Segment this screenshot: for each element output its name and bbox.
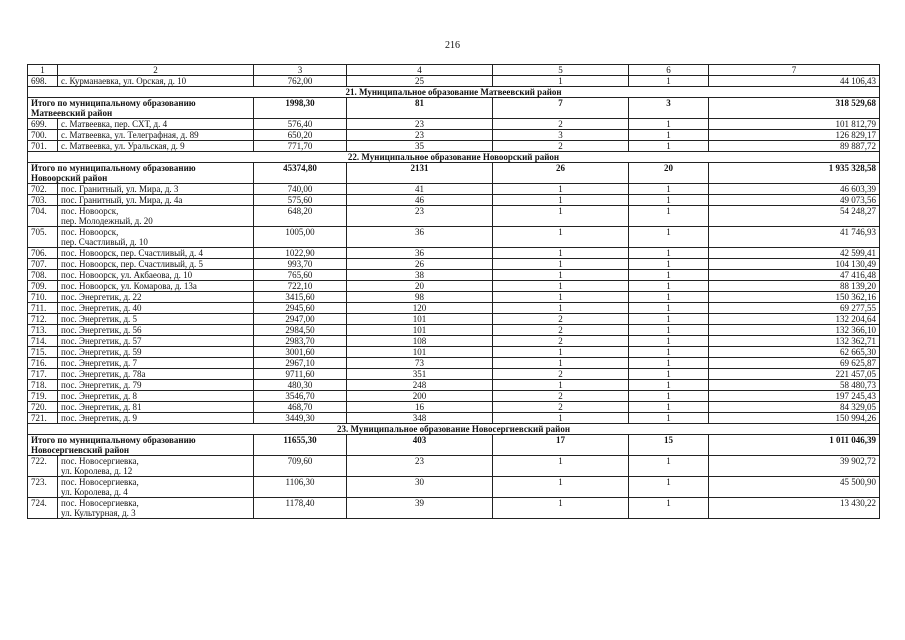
row-cell-c6: 1	[629, 270, 709, 281]
table-row	[28, 456, 880, 477]
row-cell-c4: 36	[347, 248, 493, 259]
row-cell-c7: 58 480,73	[709, 380, 880, 391]
row-cell-c3: 576,40	[254, 119, 347, 130]
row-cell-c4: 16	[347, 402, 493, 413]
row-address	[58, 292, 254, 303]
row-cell-c3: 1005,00	[254, 227, 347, 248]
row-cell-c6: 1	[629, 303, 709, 314]
address-line: с. Курманаевка, ул. Орская, д. 10	[61, 76, 187, 86]
total-label	[28, 98, 254, 119]
row-number: 722.	[28, 456, 58, 477]
address-line: с. Матвеевка, ул. Телеграфная, д. 89	[61, 130, 199, 140]
section-header-row	[28, 87, 880, 98]
row-address	[58, 206, 254, 227]
row-cell-c4: 108	[347, 336, 493, 347]
address-line: пос. Энергетик, д. 78а	[61, 369, 146, 379]
total-cell-c4: 403	[347, 435, 493, 456]
row-number: 710.	[28, 292, 58, 303]
address-line: пос. Энергетик, д. 59	[61, 347, 142, 357]
table-row	[28, 336, 880, 347]
row-cell-c6: 1	[629, 325, 709, 336]
row-cell-c5: 2	[493, 119, 629, 130]
total-label	[28, 163, 254, 184]
total-cell-c5: 26	[493, 163, 629, 184]
total-cell-c4: 2131	[347, 163, 493, 184]
section-header-row	[28, 424, 880, 435]
row-number: 723.	[28, 477, 58, 498]
row-cell-c3: 1106,30	[254, 477, 347, 498]
row-cell-c7: 197 245,43	[709, 391, 880, 402]
total-label-line: Новосергиевский район	[31, 445, 130, 455]
row-number: 720.	[28, 402, 58, 413]
section-title: 23. Муниципальное образование Новосергиевский район	[28, 424, 880, 435]
total-cell-c7: 1 011 046,39	[709, 435, 880, 456]
row-cell-c7: 89 887,72	[709, 141, 880, 152]
row-cell-c7: 221 457,05	[709, 369, 880, 380]
row-cell-c5: 2	[493, 325, 629, 336]
row-cell-c4: 26	[347, 259, 493, 270]
row-cell-c4: 98	[347, 292, 493, 303]
row-cell-c4: 30	[347, 477, 493, 498]
row-number: 714.	[28, 336, 58, 347]
table-row	[28, 413, 880, 424]
row-address	[58, 76, 254, 87]
row-cell-c7: 84 329,05	[709, 402, 880, 413]
total-cell-c7: 1 935 328,58	[709, 163, 880, 184]
address-line: пос. Новоорск, ул. Акбаеова, д. 10	[61, 270, 193, 280]
row-cell-c7: 42 599,41	[709, 248, 880, 259]
section-header-row	[28, 152, 880, 163]
row-cell-c7: 150 994,26	[709, 413, 880, 424]
row-cell-c7: 44 106,43	[709, 76, 880, 87]
total-row	[28, 163, 880, 184]
column-header: 3	[254, 65, 347, 76]
address-line: с. Матвеевка, ул. Уральская, д. 9	[61, 141, 185, 151]
row-cell-c3: 9711,60	[254, 369, 347, 380]
row-address	[58, 336, 254, 347]
row-number: 706.	[28, 248, 58, 259]
row-address	[58, 477, 254, 498]
table-row	[28, 292, 880, 303]
row-cell-c6: 1	[629, 292, 709, 303]
total-label-line: Итого по муниципальному образованию	[31, 98, 196, 108]
row-cell-c5: 1	[493, 184, 629, 195]
row-number: 699.	[28, 119, 58, 130]
row-cell-c3: 2984,50	[254, 325, 347, 336]
row-cell-c6: 1	[629, 347, 709, 358]
row-cell-c5: 2	[493, 141, 629, 152]
table-row	[28, 259, 880, 270]
row-cell-c5: 1	[493, 281, 629, 292]
row-address	[58, 259, 254, 270]
row-cell-c5: 3	[493, 130, 629, 141]
row-cell-c5: 1	[493, 227, 629, 248]
row-address	[58, 498, 254, 519]
row-cell-c4: 35	[347, 141, 493, 152]
row-address	[58, 402, 254, 413]
table-row	[28, 325, 880, 336]
row-cell-c7: 46 603,39	[709, 184, 880, 195]
row-address	[58, 380, 254, 391]
row-cell-c3: 650,20	[254, 130, 347, 141]
row-number: 719.	[28, 391, 58, 402]
total-cell-c7: 318 529,68	[709, 98, 880, 119]
row-number: 709.	[28, 281, 58, 292]
row-cell-c6: 1	[629, 206, 709, 227]
row-cell-c5: 1	[493, 303, 629, 314]
row-cell-c5: 2	[493, 369, 629, 380]
row-cell-c6: 1	[629, 281, 709, 292]
row-cell-c7: 45 500,90	[709, 477, 880, 498]
row-number: 718.	[28, 380, 58, 391]
row-cell-c5: 1	[493, 477, 629, 498]
row-cell-c6: 1	[629, 358, 709, 369]
row-cell-c5: 1	[493, 358, 629, 369]
row-cell-c6: 1	[629, 477, 709, 498]
row-cell-c3: 3449,30	[254, 413, 347, 424]
page-number: 216	[445, 40, 460, 51]
table-row	[28, 498, 880, 519]
row-cell-c4: 39	[347, 498, 493, 519]
address-line: пос. Гранитный, ул. Мира, д. 3	[61, 184, 179, 194]
row-address	[58, 391, 254, 402]
total-row	[28, 98, 880, 119]
row-cell-c6: 1	[629, 336, 709, 347]
row-number: 712.	[28, 314, 58, 325]
table-row	[28, 248, 880, 259]
total-cell-c6: 15	[629, 435, 709, 456]
row-cell-c5: 2	[493, 402, 629, 413]
row-cell-c7: 54 248,27	[709, 206, 880, 227]
total-cell-c4: 81	[347, 98, 493, 119]
row-cell-c3: 722,10	[254, 281, 347, 292]
row-cell-c7: 150 362,16	[709, 292, 880, 303]
row-cell-c6: 1	[629, 259, 709, 270]
row-address	[58, 227, 254, 248]
address-line: ул. Королева, д. 12	[61, 466, 133, 476]
row-cell-c7: 101 812,79	[709, 119, 880, 130]
row-cell-c6: 1	[629, 413, 709, 424]
row-cell-c3: 648,20	[254, 206, 347, 227]
row-cell-c4: 23	[347, 130, 493, 141]
row-cell-c6: 1	[629, 227, 709, 248]
row-cell-c3: 740,00	[254, 184, 347, 195]
row-cell-c6: 1	[629, 391, 709, 402]
address-line: пос. Энергетик, д. 8	[61, 391, 138, 401]
address-line: пос. Новоорск, ул. Комарова, д. 13а	[61, 281, 197, 291]
row-address	[58, 184, 254, 195]
register-table	[27, 64, 880, 519]
row-cell-c3: 2983,70	[254, 336, 347, 347]
table-row	[28, 281, 880, 292]
column-header: 5	[493, 65, 629, 76]
row-cell-c3: 468,70	[254, 402, 347, 413]
row-address	[58, 270, 254, 281]
row-cell-c7: 132 362,71	[709, 336, 880, 347]
row-number: 703.	[28, 195, 58, 206]
row-cell-c3: 2947,00	[254, 314, 347, 325]
table-row	[28, 380, 880, 391]
row-number: 724.	[28, 498, 58, 519]
table-row	[28, 314, 880, 325]
total-row	[28, 435, 880, 456]
address-line: пос. Новосергиевка,	[61, 498, 139, 508]
row-cell-c6: 1	[629, 248, 709, 259]
row-number: 721.	[28, 413, 58, 424]
row-number: 698.	[28, 76, 58, 87]
row-cell-c3: 575,60	[254, 195, 347, 206]
address-line: пер. Молодежный, д. 20	[61, 216, 153, 226]
address-line: ул. Культурная, д. 3	[61, 508, 136, 518]
total-label-line: Итого по муниципальному образованию	[31, 435, 196, 445]
row-cell-c7: 132 204,64	[709, 314, 880, 325]
table-row	[28, 227, 880, 248]
address-line: пос. Энергетик, д. 9	[61, 413, 138, 423]
table-row	[28, 303, 880, 314]
row-cell-c5: 1	[493, 270, 629, 281]
row-cell-c5: 1	[493, 380, 629, 391]
column-header: 7	[709, 65, 880, 76]
table-row	[28, 184, 880, 195]
row-cell-c5: 1	[493, 456, 629, 477]
row-cell-c4: 120	[347, 303, 493, 314]
row-cell-c4: 101	[347, 314, 493, 325]
address-line: ул. Королева, д. 4	[61, 487, 128, 497]
row-cell-c4: 25	[347, 76, 493, 87]
row-cell-c7: 126 829,17	[709, 130, 880, 141]
address-line: пос. Энергетик, д. 40	[61, 303, 142, 313]
row-cell-c3: 771,70	[254, 141, 347, 152]
total-cell-c5: 17	[493, 435, 629, 456]
row-cell-c6: 1	[629, 119, 709, 130]
row-number: 716.	[28, 358, 58, 369]
row-cell-c5: 1	[493, 259, 629, 270]
row-cell-c5: 1	[493, 292, 629, 303]
section-title: 22. Муниципальное образование Новоорский район	[28, 152, 880, 163]
row-address	[58, 281, 254, 292]
table-row	[28, 402, 880, 413]
row-address	[58, 314, 254, 325]
row-cell-c6: 1	[629, 195, 709, 206]
address-line: пос. Энергетик, д. 5	[61, 314, 138, 324]
column-header: 2	[58, 65, 254, 76]
row-number: 702.	[28, 184, 58, 195]
row-cell-c4: 200	[347, 391, 493, 402]
row-cell-c7: 104 130,49	[709, 259, 880, 270]
total-cell-c3: 45374,80	[254, 163, 347, 184]
row-cell-c4: 23	[347, 119, 493, 130]
row-cell-c5: 1	[493, 413, 629, 424]
row-cell-c4: 23	[347, 206, 493, 227]
section-title: 21. Муниципальное образование Матвеевский район	[28, 87, 880, 98]
row-cell-c3: 762,00	[254, 76, 347, 87]
total-label-line: Новоорский район	[31, 173, 108, 183]
row-number: 715.	[28, 347, 58, 358]
address-line: пос. Энергетик, д. 57	[61, 336, 142, 346]
total-cell-c6: 20	[629, 163, 709, 184]
address-line: пос. Новосергиевка,	[61, 456, 139, 466]
row-cell-c5: 1	[493, 347, 629, 358]
row-cell-c6: 1	[629, 184, 709, 195]
row-cell-c6: 1	[629, 498, 709, 519]
total-label-line: Матвеевский район	[31, 108, 113, 118]
column-header: 6	[629, 65, 709, 76]
table-row	[28, 358, 880, 369]
row-cell-c7: 132 366,10	[709, 325, 880, 336]
row-cell-c5: 1	[493, 206, 629, 227]
table-row	[28, 369, 880, 380]
row-cell-c3: 765,60	[254, 270, 347, 281]
row-cell-c6: 1	[629, 380, 709, 391]
row-cell-c6: 1	[629, 402, 709, 413]
row-cell-c6: 1	[629, 456, 709, 477]
row-cell-c3: 1178,40	[254, 498, 347, 519]
row-number: 711.	[28, 303, 58, 314]
row-cell-c3: 3001,60	[254, 347, 347, 358]
column-header: 4	[347, 65, 493, 76]
row-cell-c3: 2967,10	[254, 358, 347, 369]
address-line: пос. Энергетик, д. 81	[61, 402, 142, 412]
address-line: пос. Новоорск,	[61, 227, 119, 237]
table-row	[28, 141, 880, 152]
row-address	[58, 303, 254, 314]
row-cell-c4: 73	[347, 358, 493, 369]
table-row	[28, 477, 880, 498]
row-cell-c4: 348	[347, 413, 493, 424]
row-address	[58, 141, 254, 152]
row-cell-c7: 88 139,20	[709, 281, 880, 292]
row-address	[58, 369, 254, 380]
column-header: 1	[28, 65, 58, 76]
address-line: пос. Новосергиевка,	[61, 477, 139, 487]
table-row	[28, 347, 880, 358]
row-cell-c5: 1	[493, 248, 629, 259]
total-cell-c6: 3	[629, 98, 709, 119]
row-cell-c4: 248	[347, 380, 493, 391]
row-address	[58, 195, 254, 206]
row-cell-c7: 69 625,87	[709, 358, 880, 369]
total-cell-c5: 7	[493, 98, 629, 119]
row-cell-c4: 101	[347, 347, 493, 358]
row-cell-c4: 36	[347, 227, 493, 248]
row-cell-c7: 47 416,48	[709, 270, 880, 281]
address-line: пос. Новоорск, пер. Счастливый, д. 4	[61, 248, 204, 258]
table-row	[28, 270, 880, 281]
row-cell-c7: 41 746,93	[709, 227, 880, 248]
address-line: пер. Счастливый, д. 10	[61, 237, 148, 247]
row-cell-c4: 20	[347, 281, 493, 292]
row-cell-c5: 1	[493, 195, 629, 206]
row-number: 705.	[28, 227, 58, 248]
table-row	[28, 130, 880, 141]
row-number: 717.	[28, 369, 58, 380]
row-cell-c3: 993,70	[254, 259, 347, 270]
row-number: 700.	[28, 130, 58, 141]
row-cell-c4: 38	[347, 270, 493, 281]
row-cell-c5: 1	[493, 498, 629, 519]
column-header-row	[28, 65, 880, 76]
row-address	[58, 358, 254, 369]
row-cell-c6: 1	[629, 314, 709, 325]
row-address	[58, 413, 254, 424]
row-address	[58, 119, 254, 130]
address-line: пос. Новоорск, пер. Счастливый, д. 5	[61, 259, 204, 269]
row-cell-c7: 39 902,72	[709, 456, 880, 477]
address-line: пос. Гранитный, ул. Мира, д. 4а	[61, 195, 183, 205]
row-cell-c5: 2	[493, 391, 629, 402]
row-address	[58, 130, 254, 141]
row-cell-c4: 46	[347, 195, 493, 206]
row-cell-c5: 2	[493, 314, 629, 325]
address-line: пос. Энергетик, д. 7	[61, 358, 138, 368]
row-address	[58, 325, 254, 336]
row-number: 701.	[28, 141, 58, 152]
row-number: 713.	[28, 325, 58, 336]
row-cell-c3: 1022,90	[254, 248, 347, 259]
total-cell-c3: 11655,30	[254, 435, 347, 456]
row-address	[58, 248, 254, 259]
row-cell-c4: 23	[347, 456, 493, 477]
row-number: 704.	[28, 206, 58, 227]
row-cell-c3: 480,30	[254, 380, 347, 391]
row-cell-c6: 1	[629, 76, 709, 87]
row-address	[58, 456, 254, 477]
row-cell-c3: 3546,70	[254, 391, 347, 402]
row-cell-c6: 1	[629, 130, 709, 141]
row-number: 708.	[28, 270, 58, 281]
row-number: 707.	[28, 259, 58, 270]
row-cell-c6: 1	[629, 369, 709, 380]
table-row	[28, 119, 880, 130]
total-label	[28, 435, 254, 456]
row-cell-c3: 3415,60	[254, 292, 347, 303]
row-cell-c5: 2	[493, 336, 629, 347]
row-cell-c4: 351	[347, 369, 493, 380]
address-line: пос. Энергетик, д. 79	[61, 380, 142, 390]
row-cell-c6: 1	[629, 141, 709, 152]
table-row	[28, 391, 880, 402]
row-cell-c4: 41	[347, 184, 493, 195]
address-line: пос. Новоорск,	[61, 206, 119, 216]
row-cell-c3: 709,60	[254, 456, 347, 477]
total-label-line: Итого по муниципальному образованию	[31, 163, 196, 173]
row-cell-c7: 49 073,56	[709, 195, 880, 206]
total-cell-c3: 1998,30	[254, 98, 347, 119]
row-cell-c7: 62 665,30	[709, 347, 880, 358]
row-cell-c7: 13 430,22	[709, 498, 880, 519]
address-line: пос. Энергетик, д. 56	[61, 325, 142, 335]
row-cell-c7: 69 277,55	[709, 303, 880, 314]
table-row	[28, 206, 880, 227]
table-row	[28, 76, 880, 87]
row-cell-c3: 2945,60	[254, 303, 347, 314]
address-line: пос. Энергетик, д. 22	[61, 292, 142, 302]
row-cell-c5: 1	[493, 76, 629, 87]
row-cell-c4: 101	[347, 325, 493, 336]
table-row	[28, 195, 880, 206]
row-address	[58, 347, 254, 358]
address-line: с. Матвеевка, пер. СХТ, д. 4	[61, 119, 168, 129]
